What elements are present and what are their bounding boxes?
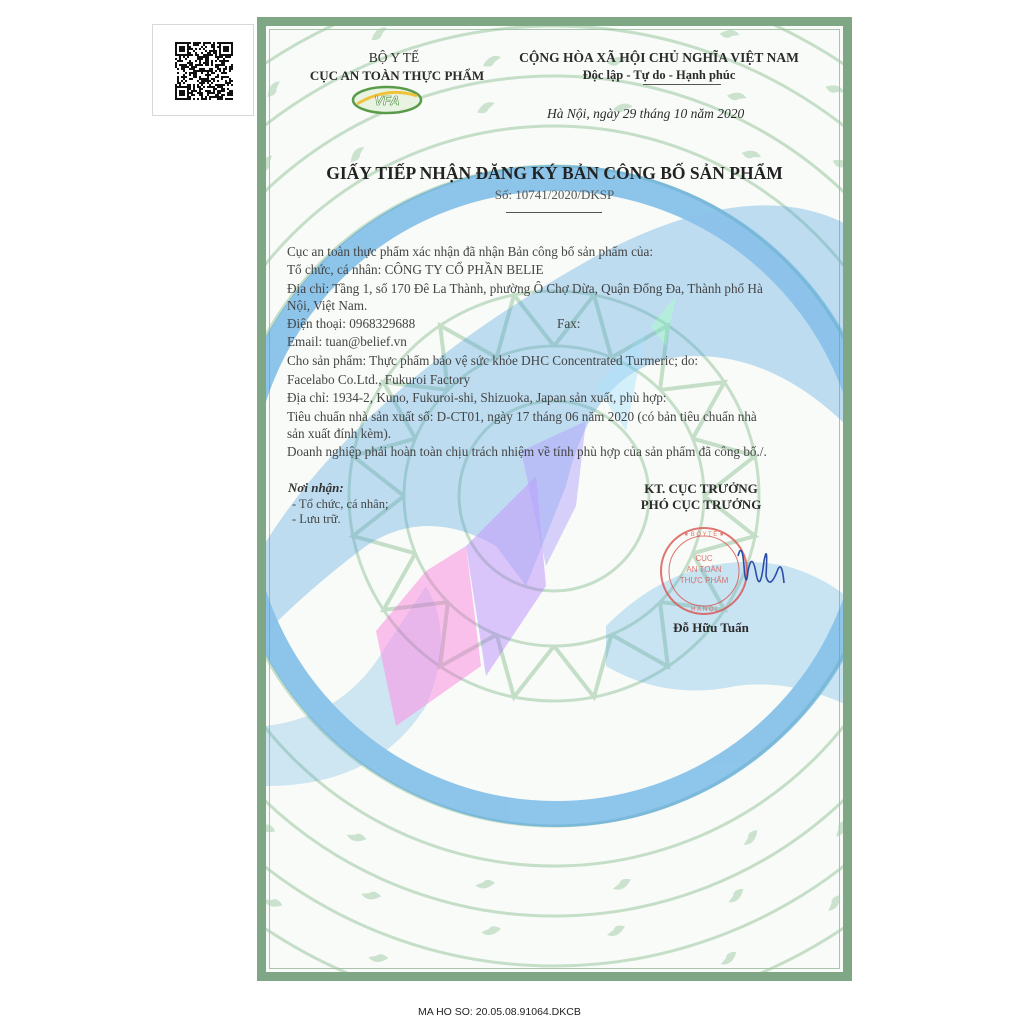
official-stamp	[656, 521, 816, 621]
document-number: Số: 10741/2020/DKSP	[494, 187, 615, 202]
signature-title-2: PHÓ CỤC TRƯỞNG	[640, 497, 762, 512]
standard-line-2: sản xuất đính kèm).	[287, 426, 392, 441]
recipient-item: - Tổ chức, cá nhân;	[292, 497, 389, 511]
signer-name: Đỗ Hữu Tuấn	[673, 620, 749, 635]
vfa-logo	[351, 84, 423, 121]
country-name: CỘNG HÒA XÃ HỘI CHỦ NGHĨA VIỆT NAM	[519, 50, 799, 65]
signature-title-1: KT. CỤC TRƯỞNG	[644, 481, 758, 496]
address-line-2: Nội, Việt Nam.	[287, 298, 368, 313]
recipients-label: Nơi nhận:	[288, 480, 344, 495]
intro-line: Cục an toàn thực phẩm xác nhận đã nhận Bản công bố sản phẩm của:	[287, 244, 654, 259]
address-line-1: Địa chỉ: Tầng 1, số 170 Đê La Thành, phường Ô Chợ Dừa, Quận Đống Đa, Thành phố Hà	[287, 281, 763, 296]
svg-text:H À N Ộ I: H À N Ộ I	[691, 607, 717, 613]
vfa-logo-text: VFA	[374, 93, 400, 108]
qr-code-frame	[152, 24, 254, 116]
number-underline	[506, 212, 602, 213]
dossier-code: MA HO SO: 20.05.08.91064.DKCB	[418, 1006, 581, 1018]
motto-underline	[643, 84, 721, 85]
certificate-document	[257, 17, 852, 981]
ministry-name: BỘ Y TẾ	[368, 50, 420, 65]
recipient-item: - Lưu trữ.	[292, 512, 341, 526]
agency-name: CỤC AN TOÀN THỰC PHẨM	[309, 68, 485, 83]
phone-line: Điện thoại: 0968329688	[287, 316, 416, 331]
maker-address-line: Địa chỉ: 1934-2, Kuno, Fukuroi-shi, Shizuoka, Japan sản xuất, phù hợp:	[287, 390, 667, 405]
svg-text:CỤC: CỤC	[695, 554, 713, 563]
national-motto: Độc lập - Tự do - Hạnh phúc	[582, 68, 736, 82]
document-title: GIẤY TIẾP NHẬN ĐĂNG KÝ BẢN CÔNG BỐ SẢN PHẨM	[326, 163, 783, 183]
svg-text:THỰC PHẨM: THỰC PHẨM	[679, 576, 729, 585]
qr-code-icon	[174, 42, 234, 100]
product-line-1: Cho sản phẩm: Thực phẩm bảo vệ sức khỏe DHC Concentrated Turmeric; do:	[287, 353, 699, 368]
product-line-2: Facelabo Co.Ltd., Fukuroi Factory	[287, 372, 471, 387]
svg-text:★ B Ộ Y T Ế ★: ★ B Ộ Y T Ế ★	[683, 532, 725, 538]
email-line: Email: tuan@belief.vn	[287, 334, 407, 349]
standard-line-1: Tiêu chuẩn nhà sản xuất số: D-CT01, ngày 17 tháng 06 năm 2020 (có bản tiêu chuẩn nhà	[287, 409, 757, 424]
svg-text:AN TOÀN: AN TOÀN	[686, 565, 722, 574]
place-date: Hà Nội, ngày 29 tháng 10 năm 2020	[547, 106, 745, 121]
fax-line: Fax:	[557, 316, 581, 331]
responsibility-line: Doanh nghiệp phải hoàn toàn chịu trách nhiệm về tính phù hợp của sản phẩm đã công bố./.	[287, 444, 767, 459]
organization-line: Tổ chức, cá nhân: CÔNG TY CỔ PHẦN BELIE	[287, 262, 544, 277]
